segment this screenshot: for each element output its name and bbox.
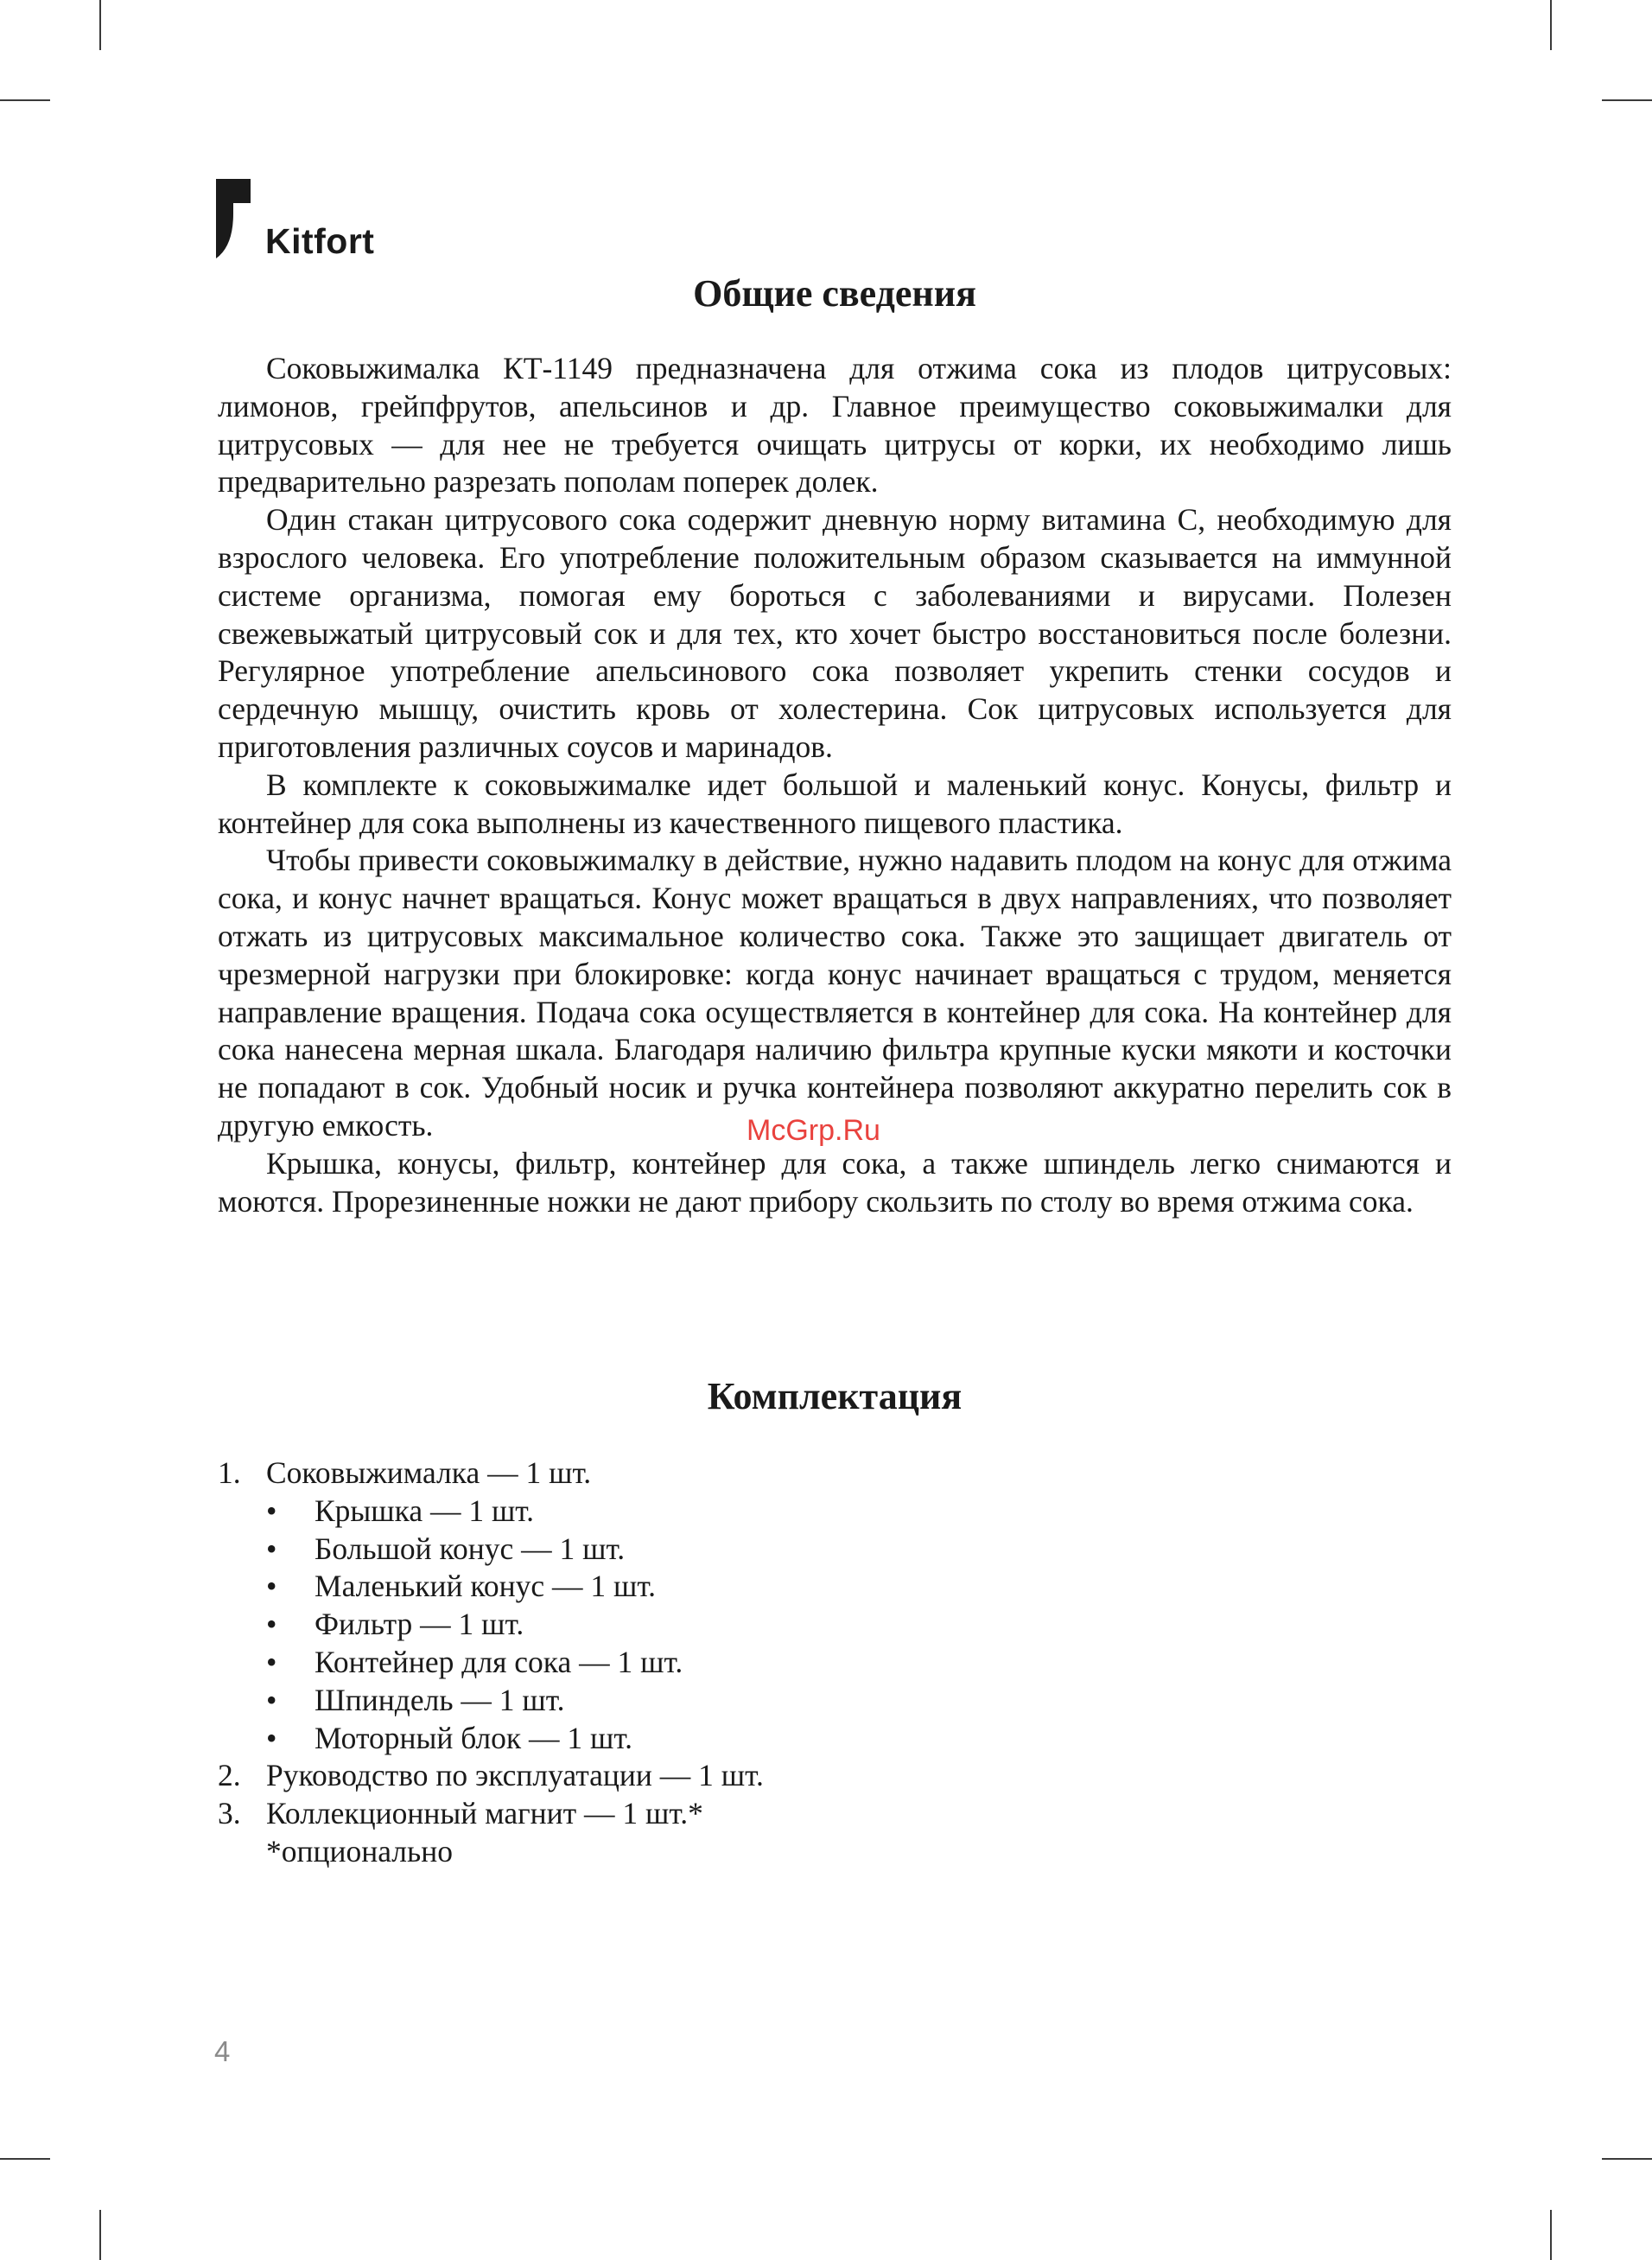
list-item-text: Соковыжималка — 1 шт. [266, 1455, 592, 1490]
crop-mark-top-left-vertical [99, 0, 101, 50]
section-kit-title: Комплектация [707, 1375, 963, 1417]
list-item-number: 2. [218, 1758, 241, 1793]
paragraph-1: Соковыжималка КТ-1149 предназначена для отжима сока из плодов цитрусовых: лимонов, грейпфрутов, апельсинов и др. Главное преимущество соковыжималки для цитрусовых — для нее не требуется очищать цитрусы от корки, их необходимо лишь предварительно разрезать пополам поперек долек. [218, 351, 1452, 500]
sub-list-item [218, 1682, 1082, 1720]
list-item-text: Коллекционный магнит — 1 шт.* [266, 1796, 703, 1831]
kitfort-logo [216, 179, 389, 262]
paragraph-5: Крышка, конусы, фильтр, контейнер для сока, а также шпиндель легко снимаются и моются. Прорезиненные ножки не дают прибору скользить по столу во время отжима сока. [218, 1145, 1452, 1219]
paragraph-3: В комплекте к соковыжималке идет большой и маленький конус. Конусы, фильтр и контейнер для сока выполнены из качественного пищевого пластика. [218, 767, 1452, 840]
kitfort-logo-text: Kitfort [265, 221, 375, 261]
page-number: 4 [214, 2035, 231, 2067]
kitfort-logo-mark-icon [216, 179, 268, 262]
crop-mark-bottom-right-vertical [1550, 2210, 1552, 2260]
crop-mark-bottom-right-horizontal [1602, 2158, 1652, 2160]
bullet-icon: • [266, 1682, 277, 1717]
sub-list-item-text: Моторный блок — 1 шт. [315, 1720, 633, 1755]
sub-list-item-text: Шпиндель — 1 шт. [315, 1682, 565, 1717]
sub-list-item-text: Контейнер для сока — 1 шт. [315, 1644, 683, 1679]
crop-mark-top-left-horizontal [0, 99, 50, 101]
footnote: *опционально [266, 1833, 453, 1868]
bullet-icon: • [266, 1607, 277, 1642]
list-item-number: 3. [218, 1796, 241, 1831]
sub-list-item-text: Большой конус — 1 шт. [315, 1531, 626, 1566]
list-item [218, 1757, 1082, 1795]
paragraph-4: Чтобы привести соковыжималку в действие, нужно надавить плодом на конус для отжима сока, и конус начнет вращаться. Конус может вращаться в двух направлениях, что позволяет отжать из цитрусовых максимальное количество сока. Также это защищает двигатель от чрезмерной нагрузки при блокировке: когда конус начинает вращаться с трудом, меняется направление вращения. Подача сока осуществляется в контейнер для сока. На контейнер для сока нанесена мерная шкала. Благодаря наличию фильтра крупные куски мякоти и косточки не попадают в сок. Удобный носик и ручка контейнера позволяют аккуратно перелить сок в другую емкость. [218, 843, 1452, 1143]
sub-list-item [218, 1720, 1082, 1758]
crop-mark-bottom-left-horizontal [0, 2158, 50, 2160]
bullet-icon: • [266, 1569, 277, 1604]
sub-list-item-text: Крышка — 1 шт. [315, 1493, 535, 1528]
list-item-text: Руководство по эксплуатации — 1 шт. [266, 1758, 764, 1793]
crop-mark-bottom-left-vertical [99, 2210, 101, 2260]
sub-list-item [218, 1531, 1082, 1569]
list-item [218, 1795, 1082, 1833]
watermark: McGrp.Ru [747, 1114, 880, 1147]
section-general-title: Общие сведения [693, 272, 976, 315]
bullet-icon: • [266, 1531, 277, 1566]
sub-list-item [218, 1644, 1082, 1682]
bullet-icon: • [266, 1493, 277, 1528]
list-item [218, 1455, 1082, 1493]
sub-list-item [218, 1568, 1082, 1606]
crop-mark-top-right-horizontal [1602, 99, 1652, 101]
paragraph-2: Один стакан цитрусового сока содержит дневную норму витамина С, необходимую для взрослого человека. Его употребление положительным образом сказывается на иммунной системе организма, помогая ему бороться с заболеваниями и вирусами. Полезен свежевыжатый цитрусовый сок и для тех, кто хочет быстро восстановиться после болезни. Регулярное употребление апельсинового сока позволяет укрепить стенки сосудов и сердечную мышцу, очистить кровь от холестерина. Сок цитрусовых используется для приготовления различных соусов и маринадов. [218, 502, 1452, 764]
sub-list-item-text: Маленький конус — 1 шт. [315, 1569, 657, 1604]
bullet-icon: • [266, 1644, 277, 1679]
crop-mark-top-right-vertical [1550, 0, 1552, 50]
sub-list-item [218, 1493, 1082, 1531]
section-general-body [218, 350, 1452, 1220]
kit-list [218, 1455, 1082, 1871]
bullet-icon: • [266, 1720, 277, 1755]
sub-list-item [218, 1606, 1082, 1644]
sub-list-item-text: Фильтр — 1 шт. [315, 1607, 524, 1642]
list-item-number: 1. [218, 1455, 241, 1490]
